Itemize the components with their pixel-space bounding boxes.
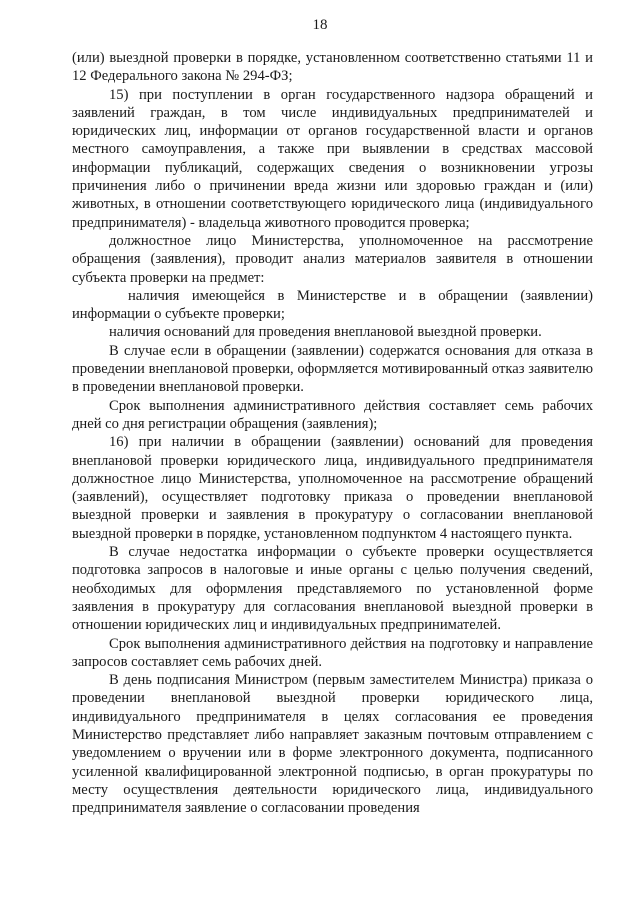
paragraph: наличия имеющейся в Министерстве и в обращении (заявлении) информации о субъекте проверки; [72, 287, 593, 323]
paragraph: должностное лицо Министерства, уполномоченное на рассмотрение обращения (заявления), проводит анализ материалов заявителя в отношении субъекта проверки на предмет: [72, 232, 593, 286]
paragraph: Срок выполнения административного действия на подготовку и направление запросов составляет семь рабочих дней. [72, 635, 593, 670]
paragraph: В случае если в обращении (заявлении) содержатся основания для отказа в проведении внеплановой проверки, оформляется мотивированный отказ заявителю в проведении внеплановой проверки. [72, 342, 593, 396]
document-body [72, 49, 593, 817]
paragraph: В случае недостатка информации о субъекте проверки осуществляется подготовка запросов в налоговые и иные органы с целью получения сведений, необходимых для оформления представляемого по установленной форме заявления в прокуратуру для согласования внеплановой выездной проверки в отношении юридических лиц и индивидуальных предпринимателей. [72, 544, 593, 634]
paragraph: 15) при поступлении в орган государственного надзора обращений и заявлений граждан, в том числе индивидуальных предпринимателей и юридических лиц, информации от органов государственной власти и органов местного самоуправления, а также при выявлении в средствах массовой информации публикаций, содержащих сведения о возникновении угрозы причинения либо о причинении вреда жизни или здоровью граждан и (или) животных, в отношении соответствующего юридического лица (индивидуального предпринимателя) - владельца животного проводится проверка; [72, 86, 593, 231]
paragraph: В день подписания Министром (первым заместителем Министра) приказа о проведении внеплановой выездной проверки юридического лица, индивидуального предпринимателя в целях согласования ее проведения Министерство представляет либо направляет заказным почтовым отправлением с уведомлением о вручении или в форме электронного документа, подписанного усиленной квалифицированной электронной подписью, в орган прокуратуры по месту осуществления деятельности юридического лица, индивидуального предпринимателя заявление о согласовании проведения [72, 672, 593, 817]
paragraph: Срок выполнения административного действия составляет семь рабочих дней со дня регистрации обращения (заявления); [72, 397, 593, 432]
paragraph: (или) выездной проверки в порядке, установленном соответственно статьями 11 и 12 Федерального закона № 294-ФЗ; [72, 50, 593, 85]
paragraph: 16) при наличии в обращении (заявлении) оснований для проведения внеплановой проверки юридического лица, индивидуального предпринимателя должностное лицо Министерства, уполномоченное на рассмотрение обращений (заявлений), осуществляет подготовку приказа о проведении внеплановой выездной проверки и заявления в прокуратуру о согласовании внеплановой выездной проверки в порядке, установленном подпунктом 4 настоящего пункта. [72, 434, 593, 542]
paragraph: наличия оснований для проведения внеплановой выездной проверки. [109, 324, 542, 341]
page-number: 18 [312, 17, 328, 33]
